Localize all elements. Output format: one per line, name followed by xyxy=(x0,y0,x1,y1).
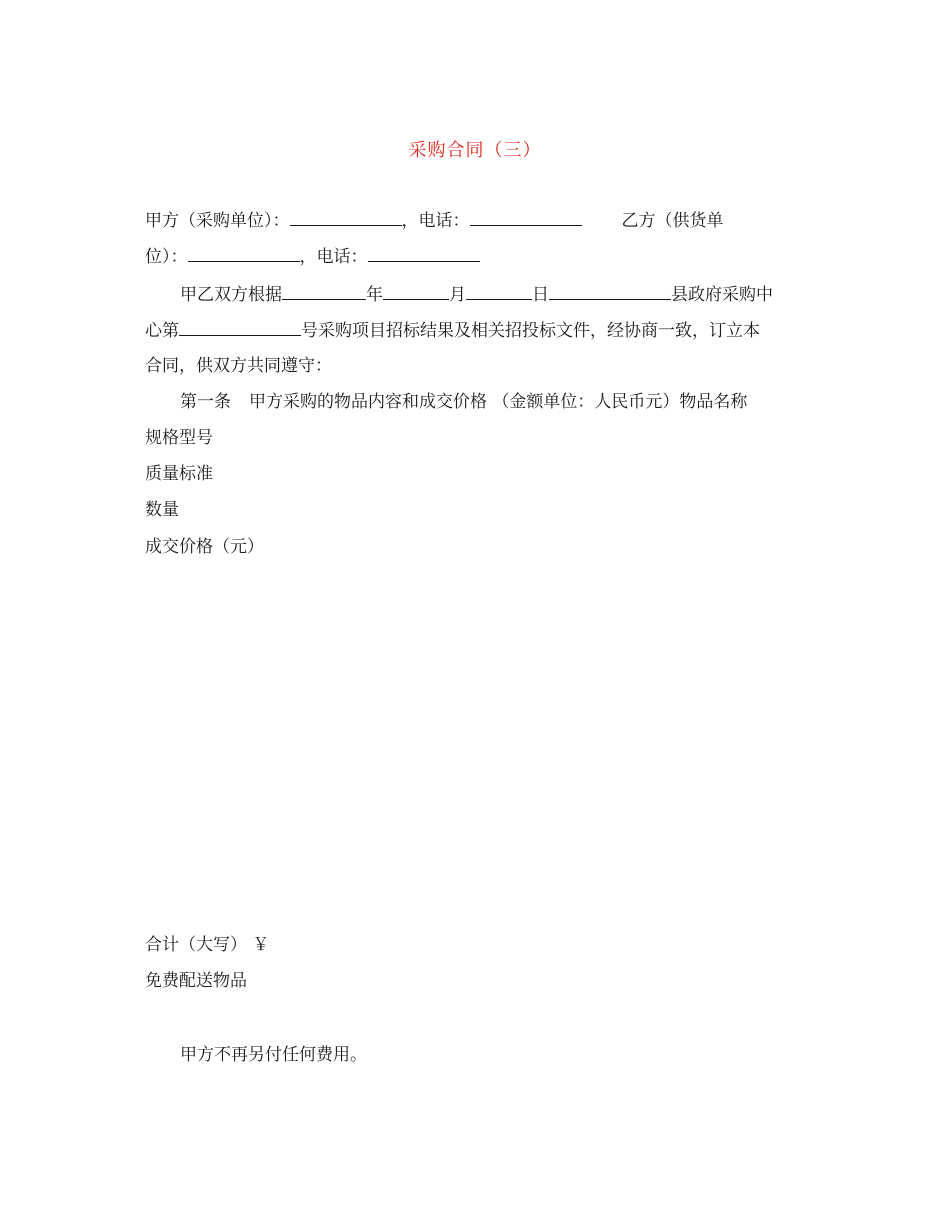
intro-text-3: 心第 xyxy=(145,321,179,341)
party-a-name-blank xyxy=(290,208,402,226)
column-spec: 规格型号 xyxy=(145,428,213,448)
document-title: 采购合同（三） xyxy=(408,140,542,161)
party-a-phone-label: ，电话： xyxy=(401,211,470,231)
party-a-phone-blank xyxy=(470,208,582,226)
intro-text-4: 号采购项目招标结果及相关招投标文件，经协商一致，订立本 xyxy=(301,321,760,341)
day-blank xyxy=(466,282,532,300)
county-blank xyxy=(549,282,671,300)
party-a-line xyxy=(145,208,724,233)
article-1-text: 甲方采购的物品内容和成交价格 （金额单位：人民币元）物品名称 xyxy=(249,392,748,412)
month-blank xyxy=(383,282,449,300)
intro-text: 甲乙双方根据 xyxy=(180,285,282,305)
column-price: 成交价格（元） xyxy=(145,537,264,557)
article-1-heading: 第一条 xyxy=(180,392,231,412)
no-extra-fee: 甲方不再另付任何费用。 xyxy=(180,1045,367,1065)
free-delivery: 免费配送物品 xyxy=(145,971,247,991)
party-b-label: 乙方（供货单 xyxy=(621,211,724,231)
year-blank xyxy=(282,282,366,300)
article-1 xyxy=(180,390,747,414)
party-b-label-cont: 位）： xyxy=(145,247,188,267)
year-label: 年 xyxy=(366,285,383,305)
intro-paragraph-line-1 xyxy=(180,282,773,307)
intro-text-2: 县政府采购中 xyxy=(671,285,773,305)
month-label: 月 xyxy=(449,285,466,305)
party-a-label: 甲方（采购单位）： xyxy=(145,211,290,231)
day-label: 日 xyxy=(532,285,549,305)
project-number-blank xyxy=(179,318,301,336)
total-label: 合计（大写） ￥ xyxy=(145,935,270,955)
intro-paragraph-line-2 xyxy=(145,318,760,343)
party-b-name-blank xyxy=(188,244,300,262)
intro-paragraph-line-3: 合同，供双方共同遵守： xyxy=(145,356,332,376)
party-b-line xyxy=(145,244,480,269)
column-quality: 质量标准 xyxy=(145,464,213,484)
party-b-phone-label: ，电话： xyxy=(299,247,368,267)
column-quantity: 数量 xyxy=(145,500,179,520)
party-b-phone-blank xyxy=(368,244,480,262)
